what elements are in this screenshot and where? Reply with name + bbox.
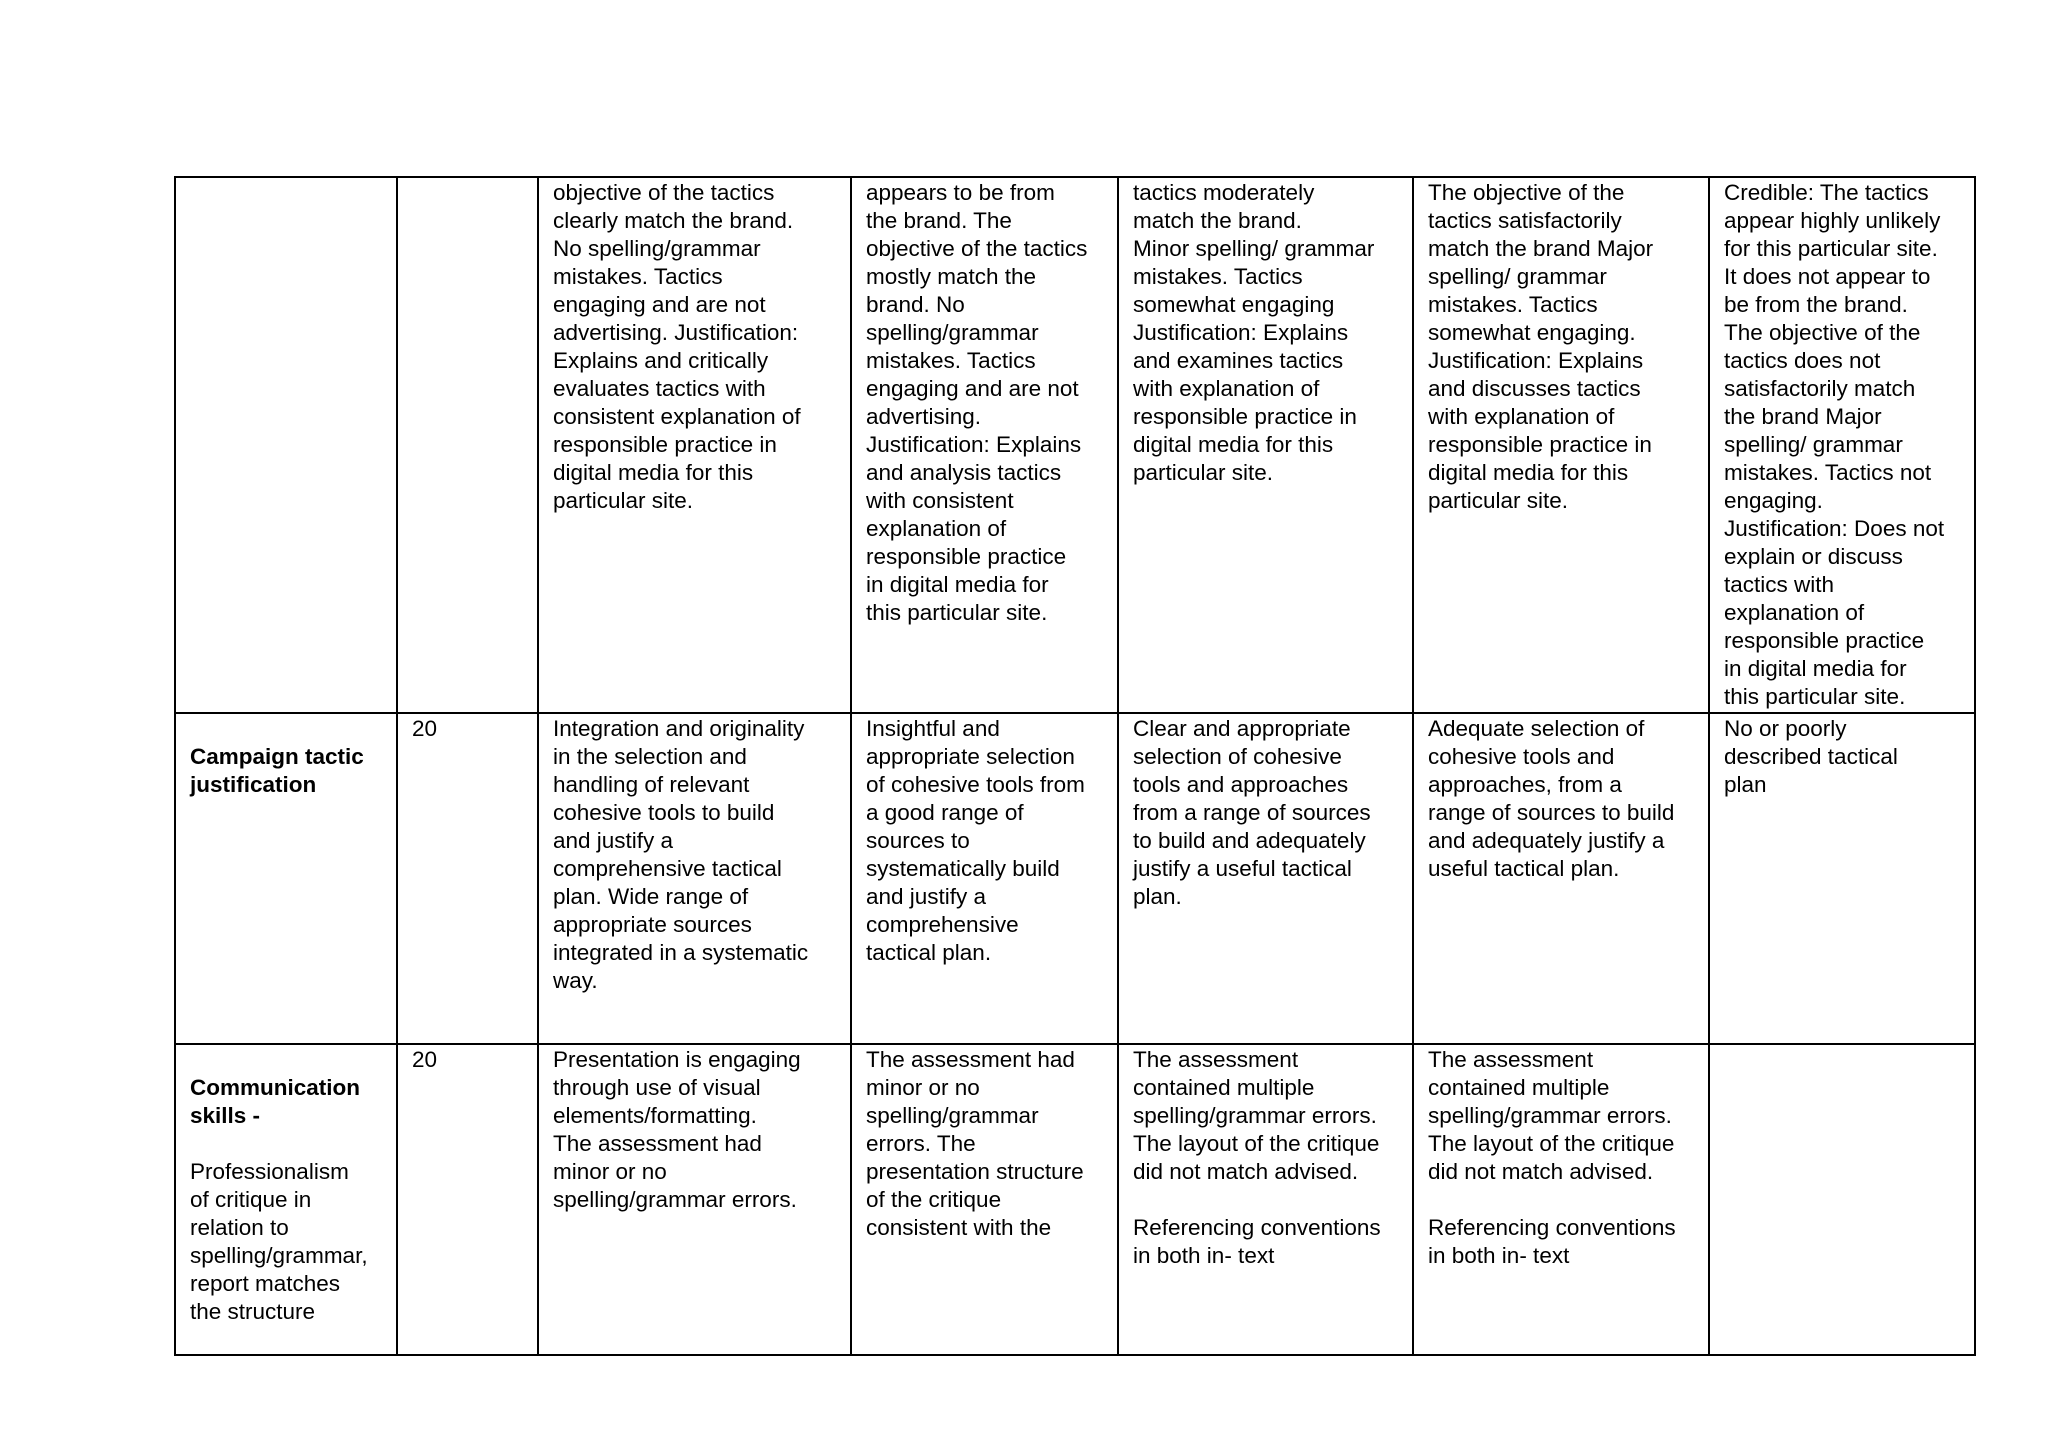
grade-cell-2: The assessment had minor or no spelling/grammar errors. The presentation structure of the critique consistent with the xyxy=(851,1044,1118,1355)
criterion-title: Communication skills - xyxy=(190,1075,361,1128)
grade-cell-3: Clear and appropriate selection of cohesive tools and approaches from a range of sources to build and adequately justify a useful tactical plan. xyxy=(1118,713,1413,1044)
grade-cell-5: Credible: The tactics appear highly unlikely for this particular site. It does not appear to be from the brand. The objective of the tactics does not satisfactorily match the brand Major spelling/ grammar mistakes. Tactics not engaging. Justification: Does not explain or discuss tactics with explanation of responsible practice in digital media for this particular site. xyxy=(1709,177,1975,713)
grade-cell-4: The assessment contained multiple spelling/grammar errors. The layout of the critique did not match advised. Referencing conventions in both in- text xyxy=(1413,1044,1709,1355)
weight-cell xyxy=(397,177,538,713)
grade-cell-1: Integration and originality in the selection and handling of relevant cohesive tools to build and justify a comprehensive tactical plan. Wide range of appropriate sources integrated in a systematic way. xyxy=(538,713,851,1044)
rubric-row-continued xyxy=(175,177,1975,713)
criterion-cell xyxy=(175,713,397,1044)
grade-cell-4: Adequate selection of cohesive tools and approaches, from a range of sources to build and adequately justify a useful tactical plan. xyxy=(1413,713,1709,1044)
criterion-title: Campaign tactic justification xyxy=(190,744,364,797)
criterion-description: Professionalism of critique in relation to spelling/grammar, report matches the structure xyxy=(190,1159,368,1324)
criterion-cell xyxy=(175,177,397,713)
rubric-table xyxy=(174,176,1976,1356)
grade-cell-3: tactics moderately match the brand. Minor spelling/ grammar mistakes. Tactics somewhat engaging Justification: Explains and examines tactics with explanation of responsible practice in digital media for this particular site. xyxy=(1118,177,1413,713)
grade-cell-3: The assessment contained multiple spelling/grammar errors. The layout of the critique did not match advised. Referencing conventions in both in- text xyxy=(1118,1044,1413,1355)
grade-cell-1: objective of the tactics clearly match the brand. No spelling/grammar mistakes. Tactics engaging and are not advertising. Justification: Explains and critically evaluates tactics with consistent explanation of responsible practice in digital media for this particular site. xyxy=(538,177,851,713)
rubric-row-communication xyxy=(175,1044,1975,1355)
criterion-cell xyxy=(175,1044,397,1355)
grade-cell-5: No or poorly described tactical plan xyxy=(1709,713,1975,1044)
grade-cell-2: appears to be from the brand. The objective of the tactics mostly match the brand. No spelling/grammar mistakes. Tactics engaging and are not advertising. Justification: Explains and analysis tactics with consistent explanation of responsible practice in digital media for this particular site. xyxy=(851,177,1118,713)
weight-cell: 20 xyxy=(397,1044,538,1355)
grade-cell-2: Insightful and appropriate selection of cohesive tools from a good range of sources to systematically build and justify a comprehensive tactical plan. xyxy=(851,713,1118,1044)
grade-cell-5 xyxy=(1709,1044,1975,1355)
weight-cell: 20 xyxy=(397,713,538,1044)
grade-cell-1: Presentation is engaging through use of visual elements/formatting. The assessment had minor or no spelling/grammar errors. xyxy=(538,1044,851,1355)
grade-cell-4: The objective of the tactics satisfactorily match the brand Major spelling/ grammar mistakes. Tactics somewhat engaging. Justification: Explains and discusses tactics with explanation of responsible practice in digital media for this particular site. xyxy=(1413,177,1709,713)
rubric-row-campaign-tactic xyxy=(175,713,1975,1044)
